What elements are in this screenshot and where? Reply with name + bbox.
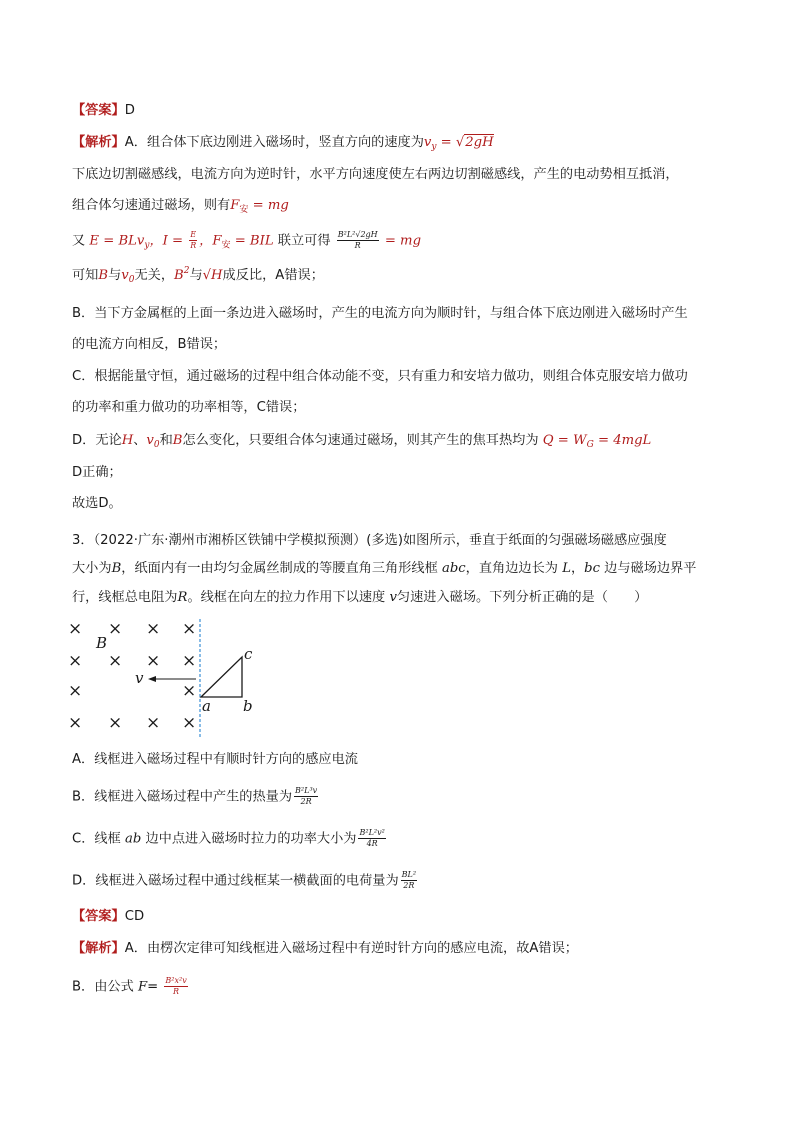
velocity-label: v [135, 669, 144, 687]
option-d-fraction: $\frac{\text{BL²}}{2R}$ [401, 870, 417, 890]
cross-mark: × [182, 619, 197, 639]
answer-3-tag: 【答案】 [72, 909, 125, 924]
option-b-fraction: $\frac{\text{B²L³v}}{2R}$ [295, 786, 318, 806]
question-3-line-3: 行，线框总电阻为R。线框在向左的拉力作用下以速度 v匀速进入磁场。下列分析正确的是（ ） [72, 590, 648, 605]
current-equation: ，I = [149, 233, 188, 249]
analysis-3-tag: 【解析】 [72, 941, 125, 956]
vertex-b-label: b [243, 697, 253, 715]
ampere-subscript: 安 [221, 240, 231, 251]
cross-mark: × [182, 713, 197, 733]
cross-mark: × [182, 681, 197, 701]
conclusion-line: 故选D。 [72, 496, 122, 511]
vertex-a-label: a [202, 697, 211, 715]
field-crosses [68, 619, 196, 733]
analysis-b-line-2: 的电流方向相反，B错误； [72, 337, 227, 352]
analysis-line-5: 可知B与$v_0$无关，$B^2$与√H成反比，A错误； [72, 266, 324, 285]
analysis-d-line-1: D．无论H、$v_0$和B怎么变化，只要组合体匀速通过磁场，则其产生的焦耳热均为 $Q = W_G = 4mgL$ [72, 433, 652, 450]
current-fraction: $\frac{E}{R}$ [190, 230, 197, 250]
question-3-line-1: 3．（2022·广东·潮州市湘桥区铁铺中学模拟预测）(多选)如图所示，垂直于纸面的匀强磁场磁感应强度 [72, 533, 667, 548]
analysis-c-line-2: 的功率和重力做功的功率相等，C错误； [72, 400, 306, 415]
analysis-3-a-line [72, 940, 732, 958]
analysis-a-text: A．组合体下底边刚进入磁场时，竖直方向的速度为 [124, 135, 424, 150]
emf-equation: E = BLv [89, 233, 145, 249]
cross-mark: × [108, 651, 123, 671]
force-subscript: 安 [239, 205, 249, 215]
answer-3-value: CD [124, 909, 145, 924]
field-label: B [96, 634, 108, 652]
option-c: C．线框 ab 边中点进入磁场时拉力的功率大小为 $\frac{\text{B²L²v²}}{4R}$ [72, 828, 385, 848]
analysis-line-3 [72, 197, 732, 219]
analysis-d-line-2: D正确； [72, 465, 122, 480]
option-a: A．线框进入磁场过程中有顺时针方向的感应电流 [72, 752, 358, 767]
triangle-frame [201, 657, 242, 697]
analysis-c-line-1: C．根据能量守恒，通过磁场的过程中组合体动能不变，只有重力和安培力做功，则组合体克服安培力做功 [72, 369, 688, 384]
answer-line [72, 102, 732, 120]
cross-mark: × [68, 651, 83, 671]
analysis-b-line-1: B．当下方金属框的上面一条边进入磁场时，产生的电流方向为顺时针，与组合体下底边刚进入磁场时产生 [72, 306, 688, 321]
option-d: D．线框进入磁场过程中通过线框某一横截面的电荷量为 $\frac{\text{BL²}}{2R}$ [72, 870, 417, 890]
cross-mark: × [146, 651, 161, 671]
vy-equals: = √ [436, 135, 465, 150]
answer-tag: 【答案】 [72, 103, 125, 118]
cross-mark: × [182, 651, 197, 671]
velocity-arrowhead [148, 676, 156, 682]
answer-3-line [72, 908, 732, 926]
option-c-fraction: $\frac{\text{B²L²v²}}{4R}$ [359, 828, 385, 848]
cross-mark: × [146, 619, 161, 639]
analysis-a-line [72, 134, 732, 156]
magnetic-field-figure [60, 615, 280, 740]
analysis-3-b-fraction: $\frac{\text{B²x²v}}{R}$ [165, 976, 187, 996]
vy-subscript: y [431, 142, 437, 152]
analysis-line-2: 下底边切割磁感线，电流方向为逆时针，水平方向速度使左右两边切割磁感线，产生的电动势相互抵消， [72, 167, 679, 182]
combine-text: 联立可得 [273, 233, 335, 249]
analysis-3-b-line: B．由公式 F= $\frac{\text{B²x²v}}{R}$ [72, 976, 187, 996]
analysis-tag: 【解析】 [72, 135, 125, 150]
question-3-line-2: 大小为B，纸面内有一由均匀金属丝制成的等腰直角三角形线框 abc，直角边边长为 L，bc 边与磁场边界平 [72, 561, 697, 576]
combined-fraction: $\frac{\text{B²L²√2gH}}{R}$ [337, 230, 378, 250]
ampere-equation: = BIL [230, 233, 274, 249]
vy-symbol: v [423, 135, 432, 150]
option-b: B．线框进入磁场过程中产生的热量为 $\frac{\text{B²L³v}}{2R}$ [72, 786, 318, 806]
force-equation: = mg [248, 198, 289, 213]
emf-subscript: y [144, 240, 150, 251]
analysis-line-4 [72, 230, 732, 255]
cross-mark: × [108, 619, 123, 639]
force-symbol: F [230, 198, 240, 213]
answer-value: D [124, 103, 135, 118]
cross-mark: × [68, 713, 83, 733]
ampere-force: ，F [199, 233, 222, 249]
analysis-3-a-text: A．由楞次定律可知线框进入磁场过程中有逆时针方向的感应电流，故A错误； [124, 941, 578, 956]
cross-mark: × [146, 713, 161, 733]
vertex-c-label: c [244, 645, 253, 663]
cross-mark: × [108, 713, 123, 733]
cross-mark: × [68, 681, 83, 701]
cross-mark: × [68, 619, 83, 639]
combined-result: = mg [380, 233, 422, 249]
vy-radicand: 2gH [465, 135, 494, 150]
line3-text: 组合体匀速通过磁场，则有 [72, 198, 231, 213]
line4-prefix: 又 [72, 233, 90, 249]
